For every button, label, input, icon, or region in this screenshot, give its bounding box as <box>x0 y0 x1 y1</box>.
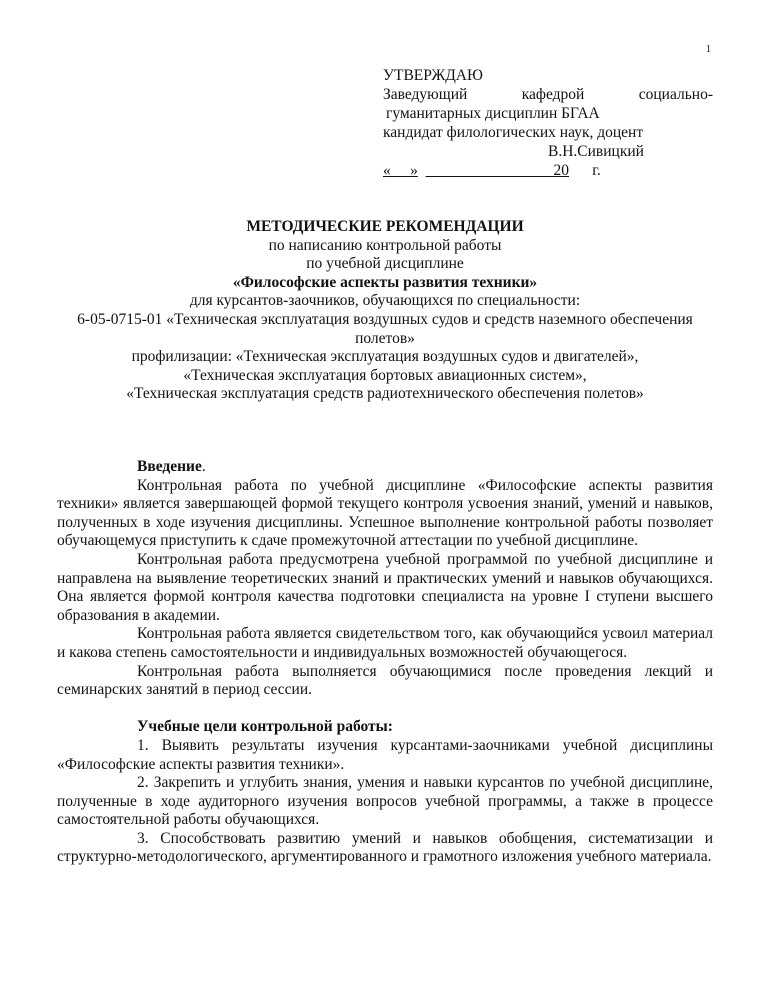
goal-item: 1. Выявить результаты изучения курсантами-заочниками учебной дисциплины «Философские аспекты развития техники». <box>57 736 713 773</box>
approval-line-1: Заведующий кафедрой социально- <box>383 86 713 103</box>
date-suffix: г. <box>592 162 601 179</box>
intro-paragraph: Контрольная работа является свидетельством того, как обучающийся усвоил материал и какова степень самостоятельности и индивидуальных возможностей обучающегося. <box>57 625 713 661</box>
date-day-field: « » <box>383 162 418 179</box>
date-month-field <box>426 162 569 179</box>
approval-line-3: кандидат филологических наук, доцент <box>383 124 644 141</box>
document-body <box>57 458 713 867</box>
intro-title: Введение. <box>137 458 206 475</box>
heading-line-3: для курсантов-заочников, обучающихся по специальности: <box>189 292 581 310</box>
approval-title: УТВЕРЖДАЮ <box>383 67 483 84</box>
section-gap <box>57 700 713 719</box>
heading-line-7: «Техническая эксплуатация средств радиотехнического обеспечения полетов» <box>126 385 644 403</box>
discipline-name: «Философские аспекты развития техники» <box>232 273 538 291</box>
intro-paragraph: Контрольная работа выполняется обучающимися после проведения лекций и семинарских занятий в период сессии. <box>57 662 713 699</box>
heading-line-5: профилизации: «Техническая эксплуатация воздушных судов и двигателей», <box>131 348 639 366</box>
intro-paragraph: Контрольная работа по учебной дисциплине «Философские аспекты развития техники» является завершающей формой текущего контроля усвоения знаний, умений и навыков, полученных в ходе изучения дисциплины. Успешное выполнение контрольной работы позволяет обучающемуся приступить к сдаче промежуточной аттестации по учебной дисциплине. <box>57 476 713 550</box>
heading-line-6: «Техническая эксплуатация бортовых авиационных систем», <box>183 366 587 384</box>
heading-line-4: 6-05-0715-01 «Техническая эксплуатация воздушных судов и средств наземного обеспечения полетов» <box>77 310 693 347</box>
approval-block <box>383 66 713 180</box>
goal-item: 3. Способствовать развитию умений и навыков обобщения, систематизации и структурно-методологического, аргументированного и грамотного изложения учебного материала. <box>57 829 713 866</box>
goals-title: Учебные цели контрольной работы: <box>137 718 393 736</box>
date-year: 20 <box>553 162 569 179</box>
approval-signature: В.Н.Сивицкий <box>548 143 644 160</box>
approval-date <box>383 161 713 180</box>
approval-line-2: гуманитарных дисциплин БГАА <box>386 105 600 122</box>
page-number: 1 <box>706 44 711 55</box>
doc-title: МЕТОДИЧЕСКИЕ РЕКОМЕНДАЦИИ <box>246 218 524 235</box>
goal-item: 2. Закрепить и углубить знания, умения и навыки курсантов по учебной дисциплине, полученные в ходе аудиторного изучения вопросов учебной программы, а также в процессе самостоятельной работы обучающихся. <box>57 774 713 829</box>
heading-line-1: по написанию контрольной работы <box>268 236 502 254</box>
heading-line-2: по учебной дисциплине <box>306 255 464 273</box>
document-heading <box>57 218 713 404</box>
intro-paragraph: Контрольная работа предусмотрена учебной программой по учебной дисциплине и направлена на выявление теоретических знаний и практических умений и навыков обучающихся. Она является формой контроля качества подготовки специалиста на уровне I ступени высшего образования в академии. <box>57 550 713 624</box>
